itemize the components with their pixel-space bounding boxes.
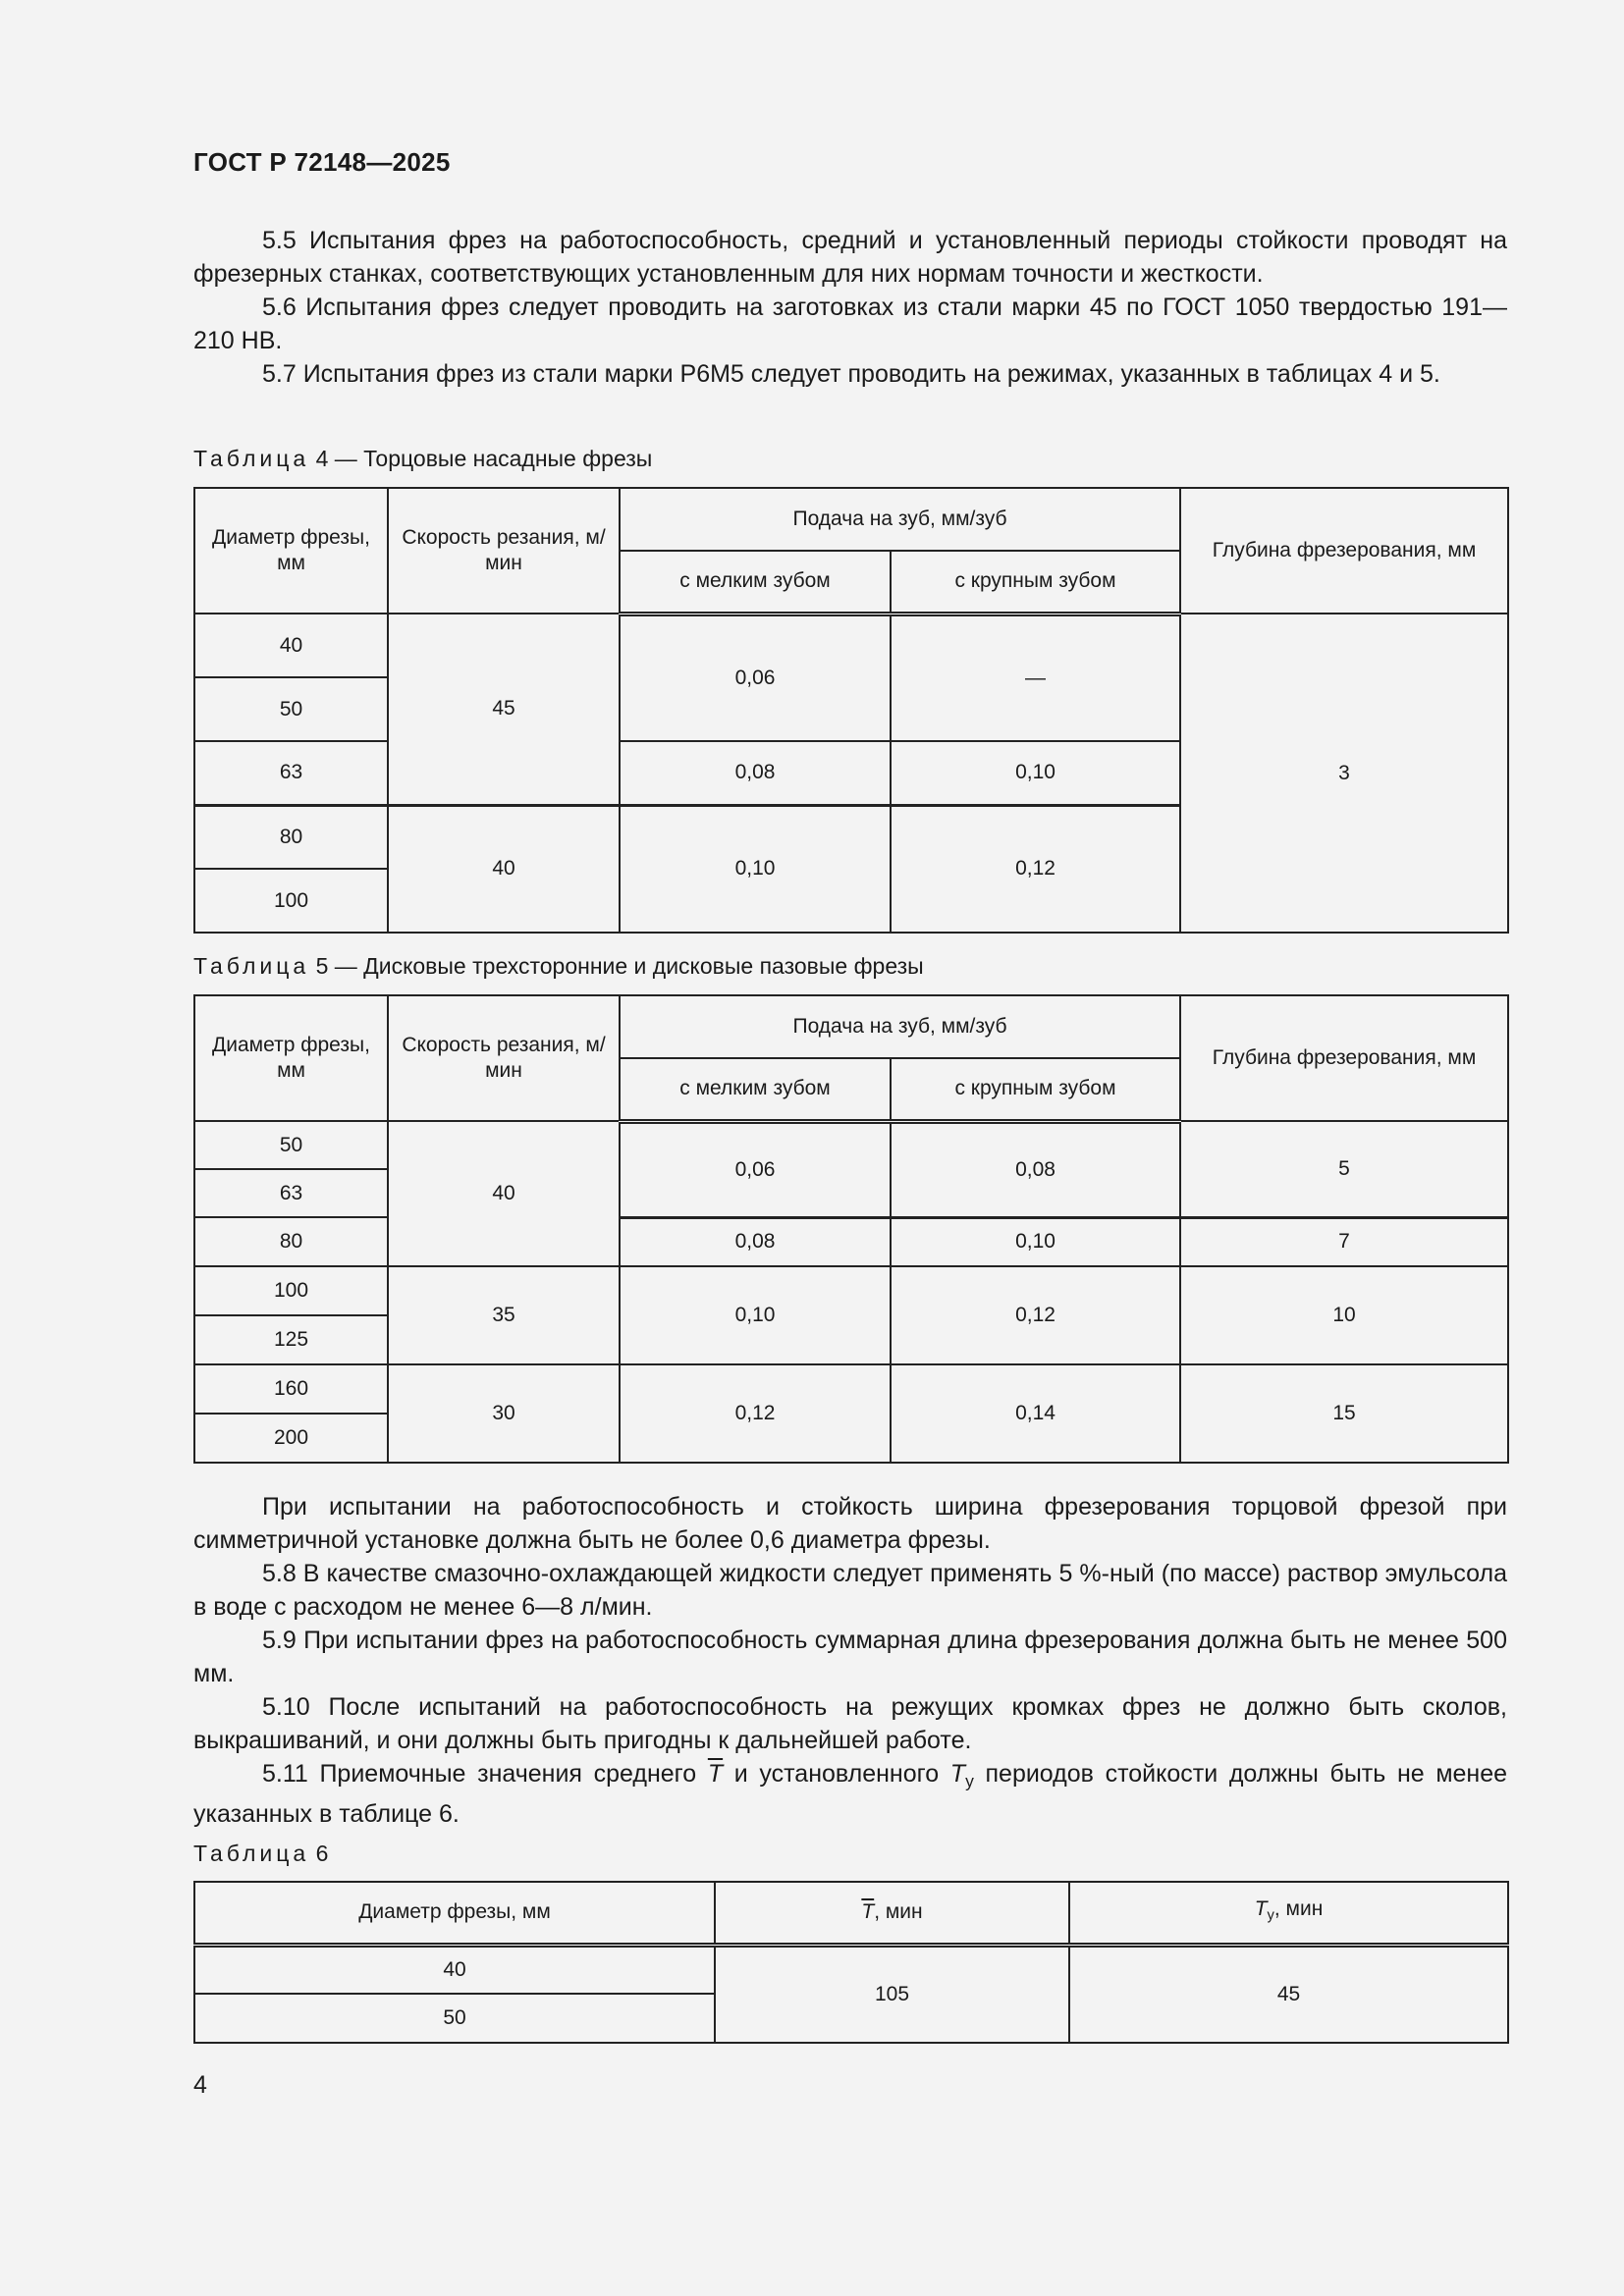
table6-caption-word: Таблица xyxy=(193,1841,310,1866)
table6-caption xyxy=(193,1841,328,1867)
paragraph-5-6: 5.6 Испытания фрез следует проводить на заготовках из стали марки 45 по ГОСТ 1050 твердостью 191—210 HB. xyxy=(193,294,1507,354)
t-mean-symbol: $\overline{T}$ xyxy=(707,1760,724,1788)
t4-coarse-cell: 0,10 xyxy=(891,741,1180,805)
t6-t-set-unit: , мин xyxy=(1273,1897,1324,1921)
t6-t-mean-unit: , мин xyxy=(874,1900,923,1924)
t6-t-set-symbol: T xyxy=(1254,1897,1268,1921)
t5-diameter-cell: 200 xyxy=(194,1414,388,1463)
t5-depth-cell: 15 xyxy=(1180,1364,1508,1463)
table4-caption-word: Таблица xyxy=(193,446,310,471)
t6-t-mean-symbol: $\overline{T}$ xyxy=(861,1900,875,1924)
t6-header-t-set xyxy=(1069,1882,1508,1945)
t5-coarse-cell: 0,08 xyxy=(891,1121,1180,1217)
t4-diameter-cell: 50 xyxy=(194,677,388,741)
t4-header-diameter: Диаметр фрезы, мм xyxy=(194,488,388,614)
middle-paragraphs xyxy=(193,1490,1507,1831)
paragraph-5-5: 5.5 Испытания фрез на работоспособность, средний и установленный периоды стойкости проводят на фрезерных станках, соответствующих установленным для них нормам точности и жесткости. xyxy=(193,227,1507,288)
t5-speed-cell: 40 xyxy=(388,1121,620,1266)
t-set-symbol: T xyxy=(949,1760,966,1788)
document-code: ГОСТ Р 72148—2025 xyxy=(193,147,451,177)
t6-t-set-cell: 45 xyxy=(1069,1945,1508,2043)
t5-fine-cell: 0,08 xyxy=(620,1217,891,1266)
top-paragraphs xyxy=(193,224,1507,391)
t4-diameter-cell: 100 xyxy=(194,869,388,933)
t4-fine-cell: 0,08 xyxy=(620,741,891,805)
t5-speed-cell: 35 xyxy=(388,1266,620,1364)
t4-fine-cell: 0,10 xyxy=(620,805,891,933)
paragraph-5-8: 5.8 В качестве смазочно-охлаждающей жидкости следует применять 5 %-ный (по массе) раствор эмульсола в воде с расходом не менее 6—8 л/мин. xyxy=(193,1560,1507,1621)
t4-coarse-cell: 0,12 xyxy=(891,805,1180,933)
t4-header-fine: с мелким зубом xyxy=(620,551,891,614)
t4-coarse-cell: — xyxy=(891,614,1180,741)
t5-header-fine: с мелким зубом xyxy=(620,1058,891,1121)
t5-depth-cell: 5 xyxy=(1180,1121,1508,1217)
t5-speed-cell: 30 xyxy=(388,1364,620,1463)
t5-diameter-cell: 63 xyxy=(194,1169,388,1217)
t4-fine-cell: 0,06 xyxy=(620,614,891,741)
t5-depth-cell: 10 xyxy=(1180,1266,1508,1364)
t6-header-t-mean xyxy=(715,1882,1069,1945)
p511-part3: периодов стойкости должны быть не менее указанных в таблице 6. xyxy=(193,1760,1508,1829)
paragraph-5-7: 5.7 Испытания фрез из стали марки Р6М5 следует проводить на режимах, указанных в таблицах 4 и 5. xyxy=(262,360,1440,388)
t5-diameter-cell: 50 xyxy=(194,1121,388,1169)
t4-diameter-cell: 80 xyxy=(194,805,388,869)
t5-header-coarse: с крупным зубом xyxy=(891,1058,1180,1121)
t4-diameter-cell: 63 xyxy=(194,741,388,805)
t4-speed-cell: 45 xyxy=(388,614,620,805)
t5-diameter-cell: 125 xyxy=(194,1315,388,1364)
t6-diameter-cell: 40 xyxy=(194,1945,715,1994)
t4-header-feed: Подача на зуб, мм/зуб xyxy=(620,488,1180,551)
paragraph-5-9: 5.9 При испытании фрез на работоспособность суммарная длина фрезерования должна быть не менее 500 мм. xyxy=(193,1627,1507,1687)
table5-caption-word: Таблица xyxy=(193,953,310,979)
t5-depth-cell: 7 xyxy=(1180,1217,1508,1266)
t4-depth-cell: 3 xyxy=(1180,614,1508,933)
table4-caption xyxy=(193,446,652,472)
t4-diameter-cell: 40 xyxy=(194,614,388,677)
t5-fine-cell: 0,12 xyxy=(620,1364,891,1463)
t4-header-speed: Скорость резания, м/мин xyxy=(388,488,620,614)
table6 xyxy=(193,1881,1509,2044)
t5-diameter-cell: 80 xyxy=(194,1217,388,1266)
t-set-subscript: у xyxy=(965,1771,974,1791)
t5-header-diameter: Диаметр фрезы, мм xyxy=(194,995,388,1121)
t6-t-set-subscript: у xyxy=(1267,1907,1274,1924)
p511-part2: и установленного xyxy=(733,1760,940,1788)
t5-coarse-cell: 0,14 xyxy=(891,1364,1180,1463)
t4-speed-cell: 40 xyxy=(388,805,620,933)
paragraph-width-note: При испытании на работоспособность и стойкость ширина фрезерования торцовой фрезой при симметричной установке должна быть не более 0,6 диаметра фрезы. xyxy=(193,1493,1507,1554)
paragraph-5-10: 5.10 После испытаний на работоспособность на режущих кромках фрез не должно быть сколов, выкрашиваний, и они должны быть пригодны к дальнейшей работе. xyxy=(193,1693,1507,1754)
t5-coarse-cell: 0,12 xyxy=(891,1266,1180,1364)
t5-coarse-cell: 0,10 xyxy=(891,1217,1180,1266)
t6-header-diameter: Диаметр фрезы, мм xyxy=(194,1882,715,1945)
t5-diameter-cell: 160 xyxy=(194,1364,388,1414)
table5-caption-rest: 5 — Дисковые трехсторонние и дисковые пазовые фрезы xyxy=(315,953,924,979)
table4-caption-rest: 4 — Торцовые насадные фрезы xyxy=(315,446,653,471)
t4-header-coarse: с крупным зубом xyxy=(891,551,1180,614)
t5-header-feed: Подача на зуб, мм/зуб xyxy=(620,995,1180,1058)
p511-part1: 5.11 Приемочные значения среднего xyxy=(262,1760,697,1788)
t6-t-mean-cell: 105 xyxy=(715,1945,1069,2043)
t5-diameter-cell: 100 xyxy=(194,1266,388,1315)
t5-header-speed: Скорость резания, м/мин xyxy=(388,995,620,1121)
table6-caption-rest: 6 xyxy=(315,1841,329,1866)
paragraph-5-11 xyxy=(193,1757,1507,1831)
table4 xyxy=(193,487,1509,934)
table5-caption xyxy=(193,953,924,980)
t6-diameter-cell: 50 xyxy=(194,1994,715,2043)
t5-fine-cell: 0,06 xyxy=(620,1121,891,1217)
t5-header-depth: Глубина фрезерования, мм xyxy=(1180,995,1508,1121)
t5-fine-cell: 0,10 xyxy=(620,1266,891,1364)
table5 xyxy=(193,994,1509,1464)
page-number: 4 xyxy=(193,2071,207,2099)
t4-header-depth: Глубина фрезерования, мм xyxy=(1180,488,1508,614)
